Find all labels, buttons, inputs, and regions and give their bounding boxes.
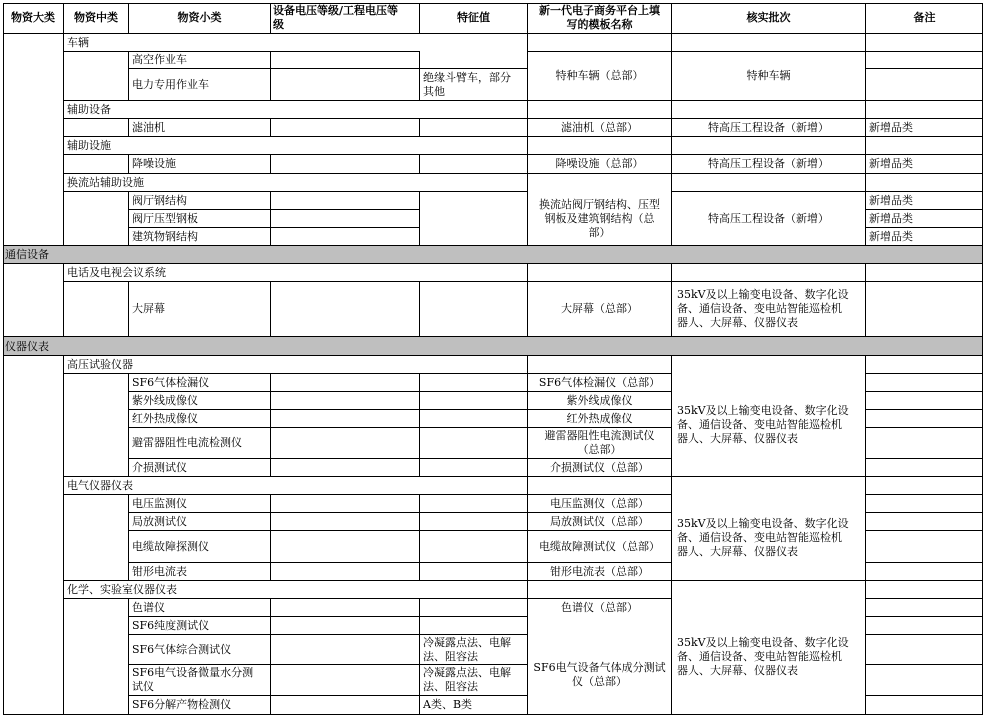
mid-category-aux-equipment: 辅助设备 [67, 102, 111, 116]
batch-electrical: 35kV及以上输变电设备、数字化设 备、通信设备、变电站智能巡检机 器人、大屏幕、仪器仪表 [677, 516, 849, 558]
header-voltage-level: 设备电压等级/工程电压等 级 [273, 4, 399, 31]
column-line [128, 494, 129, 581]
template-oil-filter: 滤油机（总部） [561, 120, 638, 134]
column-line [671, 355, 672, 715]
item-arrester-tester: 避雷器阻性电流检测仪 [132, 436, 242, 449]
column-line [270, 494, 271, 581]
item-pd-tester: 局放测试仪 [132, 514, 187, 528]
column-line [419, 154, 420, 174]
item-building-steel: 建筑物钢结构 [132, 229, 198, 243]
template-pd-tester: 局放测试仪（总部） [550, 514, 649, 528]
batch-hv-test: 35kV及以上输变电设备、数字化设 备、通信设备、变电站智能巡检机 器人、大屏幕、仪器仪表 [677, 404, 849, 445]
template-ir-imager: 红外热成像仪 [566, 411, 633, 425]
header-remark: 备注 [913, 11, 936, 24]
column-line [419, 598, 420, 715]
header-template-name: 新一代电子商务平台上填 写的模板名称 [539, 4, 660, 31]
item-big-screen: 大屏幕 [132, 302, 165, 315]
item-cable-fault: 电缆故障探测仪 [132, 539, 209, 553]
column-line [419, 373, 420, 477]
column-line [128, 191, 129, 246]
feature-sf6-moisture: 冷凝露点法、电解 法、阻容法 [423, 666, 511, 693]
item-ir-imager: 红外热成像仪 [132, 411, 198, 425]
column-line [128, 118, 129, 137]
mid-category-aux-facility: 辅助设施 [67, 138, 111, 152]
batch-vehicles: 特种车辆 [746, 69, 791, 82]
remark-noise-reduction: 新增品类 [869, 157, 913, 170]
column-line [3, 355, 4, 715]
header-feature-value: 特征值 [457, 11, 490, 24]
item-sf6-moisture: SF6电气设备微量水分测 试仪 [132, 666, 254, 693]
template-vehicles: 特种车辆（总部） [555, 69, 644, 82]
item-dielectric-tester: 介损测试仪 [132, 460, 187, 474]
template-cable-fault: 电缆故障测试仪（总部） [539, 539, 660, 553]
item-valve-steel: 阀厅钢结构 [132, 193, 187, 207]
column-line [128, 598, 129, 715]
item-clamp-meter: 钳形电流表 [132, 564, 187, 578]
feature-sf6-comprehensive: 冷凝露点法、电解 法、阻容法 [423, 635, 511, 663]
column-line [270, 154, 271, 174]
feature-power-vehicle: 绝缘斗臂车，部分 其他 [423, 70, 511, 98]
item-chromatograph: 色谱仪 [132, 600, 165, 614]
item-sf6-comprehensive: SF6气体综合测试仪 [132, 642, 232, 656]
section-label-communication: 通信设备 [5, 247, 49, 261]
batch-converter-steel: 特高压工程设备（新增） [708, 211, 829, 225]
column-line [419, 118, 420, 137]
column-line [865, 263, 866, 337]
mid-category-converter-aux: 换流站辅助设施 [67, 175, 144, 189]
item-sf6-leak: SF6气体检漏仪 [132, 375, 210, 389]
column-line [3, 33, 4, 246]
item-aerial-vehicle: 高空作业车 [132, 53, 187, 66]
item-uv-imager: 紫外线成像仪 [132, 393, 198, 407]
column-line [63, 263, 64, 337]
section-label-instruments: 仪器仪表 [5, 339, 49, 353]
template-noise-reduction: 降噪设施（总部） [555, 157, 644, 170]
header-sub-category: 物资小类 [177, 11, 222, 24]
material-table [3, 3, 983, 715]
column-line [128, 51, 129, 101]
template-converter-steel: 换流站阀厅钢结构、压型 钢板及建筑钢结构（总 部） [539, 197, 660, 239]
column-line [982, 355, 983, 715]
column-line [270, 51, 271, 101]
batch-noise-reduction: 特高压工程设备（新增） [708, 157, 829, 170]
column-line [128, 281, 129, 337]
column-line [865, 355, 866, 715]
column-line [982, 336, 983, 356]
column-line [270, 118, 271, 137]
column-line [128, 373, 129, 477]
template-clamp-meter: 钳形电流表（总部） [550, 564, 649, 578]
feature-sf6-decomposition: A类、B类 [423, 698, 473, 711]
column-line [270, 598, 271, 715]
template-big-screen: 大屏幕（总部） [561, 302, 638, 315]
template-voltage-monitor: 电压监测仪（总部） [550, 496, 649, 510]
template-sf6-gas-analysis: SF6电气设备气体成分测试 仪（总部） [533, 660, 666, 688]
batch-communication: 35kV及以上输变电设备、数字化设 备、通信设备、变电站智能巡检机 器人、大屏幕、仪器仪表 [677, 288, 849, 329]
remark-valve-steel: 新增品类 [869, 193, 913, 207]
remark-oil-filter: 新增品类 [869, 120, 913, 134]
mid-category-chemical: 化学、实验室仪器仪表 [67, 582, 177, 596]
column-line [982, 263, 983, 337]
item-oil-filter: 滤油机 [132, 120, 165, 134]
column-line [419, 191, 420, 246]
item-noise-reduction: 降噪设施 [132, 157, 176, 170]
template-sf6-leak: SF6气体检漏仪（总部） [538, 375, 661, 389]
batch-chemical: 35kV及以上输变电设备、数字化设 备、通信设备、变电站智能巡检机 器人、大屏幕、仪器仪表 [677, 635, 849, 677]
header-verify-batch: 核实批次 [746, 11, 791, 24]
batch-oil-filter: 特高压工程设备（新增） [708, 120, 829, 134]
column-line [982, 245, 983, 264]
item-voltage-monitor: 电压监测仪 [132, 496, 187, 510]
header-major-category: 物资大类 [11, 11, 55, 24]
remark-building-steel: 新增品类 [869, 229, 913, 243]
column-line [63, 33, 64, 246]
item-sf6-purity: SF6纯度测试仪 [132, 618, 210, 632]
header-mid-category: 物资中类 [74, 11, 118, 24]
mid-category-hv-test: 高压试验仪器 [67, 357, 133, 371]
mid-category-phone-video: 电话及电视会议系统 [67, 265, 166, 279]
column-line [270, 191, 271, 246]
column-line [419, 51, 420, 101]
template-uv-imager: 紫外线成像仪 [566, 393, 633, 407]
column-line [270, 373, 271, 477]
column-line [419, 281, 420, 337]
column-line [270, 281, 271, 337]
column-line [128, 154, 129, 174]
item-power-vehicle: 电力专用作业车 [132, 77, 209, 91]
remark-valve-plate: 新增品类 [869, 211, 913, 225]
column-line [419, 494, 420, 581]
column-line [63, 355, 64, 715]
column-line [3, 263, 4, 337]
item-sf6-decomposition: SF6分解产物检测仪 [132, 698, 232, 711]
template-arrester-tester: 避雷器阻性电流测试仪 （总部） [544, 429, 655, 456]
mid-category-vehicles: 车辆 [67, 35, 89, 49]
template-chromatograph: 色谱仪（总部） [561, 600, 638, 614]
template-dielectric-tester: 介损测试仪（总部） [550, 460, 649, 474]
mid-category-electrical: 电气仪器仪表 [67, 478, 133, 492]
item-valve-plate: 阀厅压型钢板 [132, 211, 198, 225]
column-line [671, 263, 672, 337]
column-line [865, 33, 866, 246]
